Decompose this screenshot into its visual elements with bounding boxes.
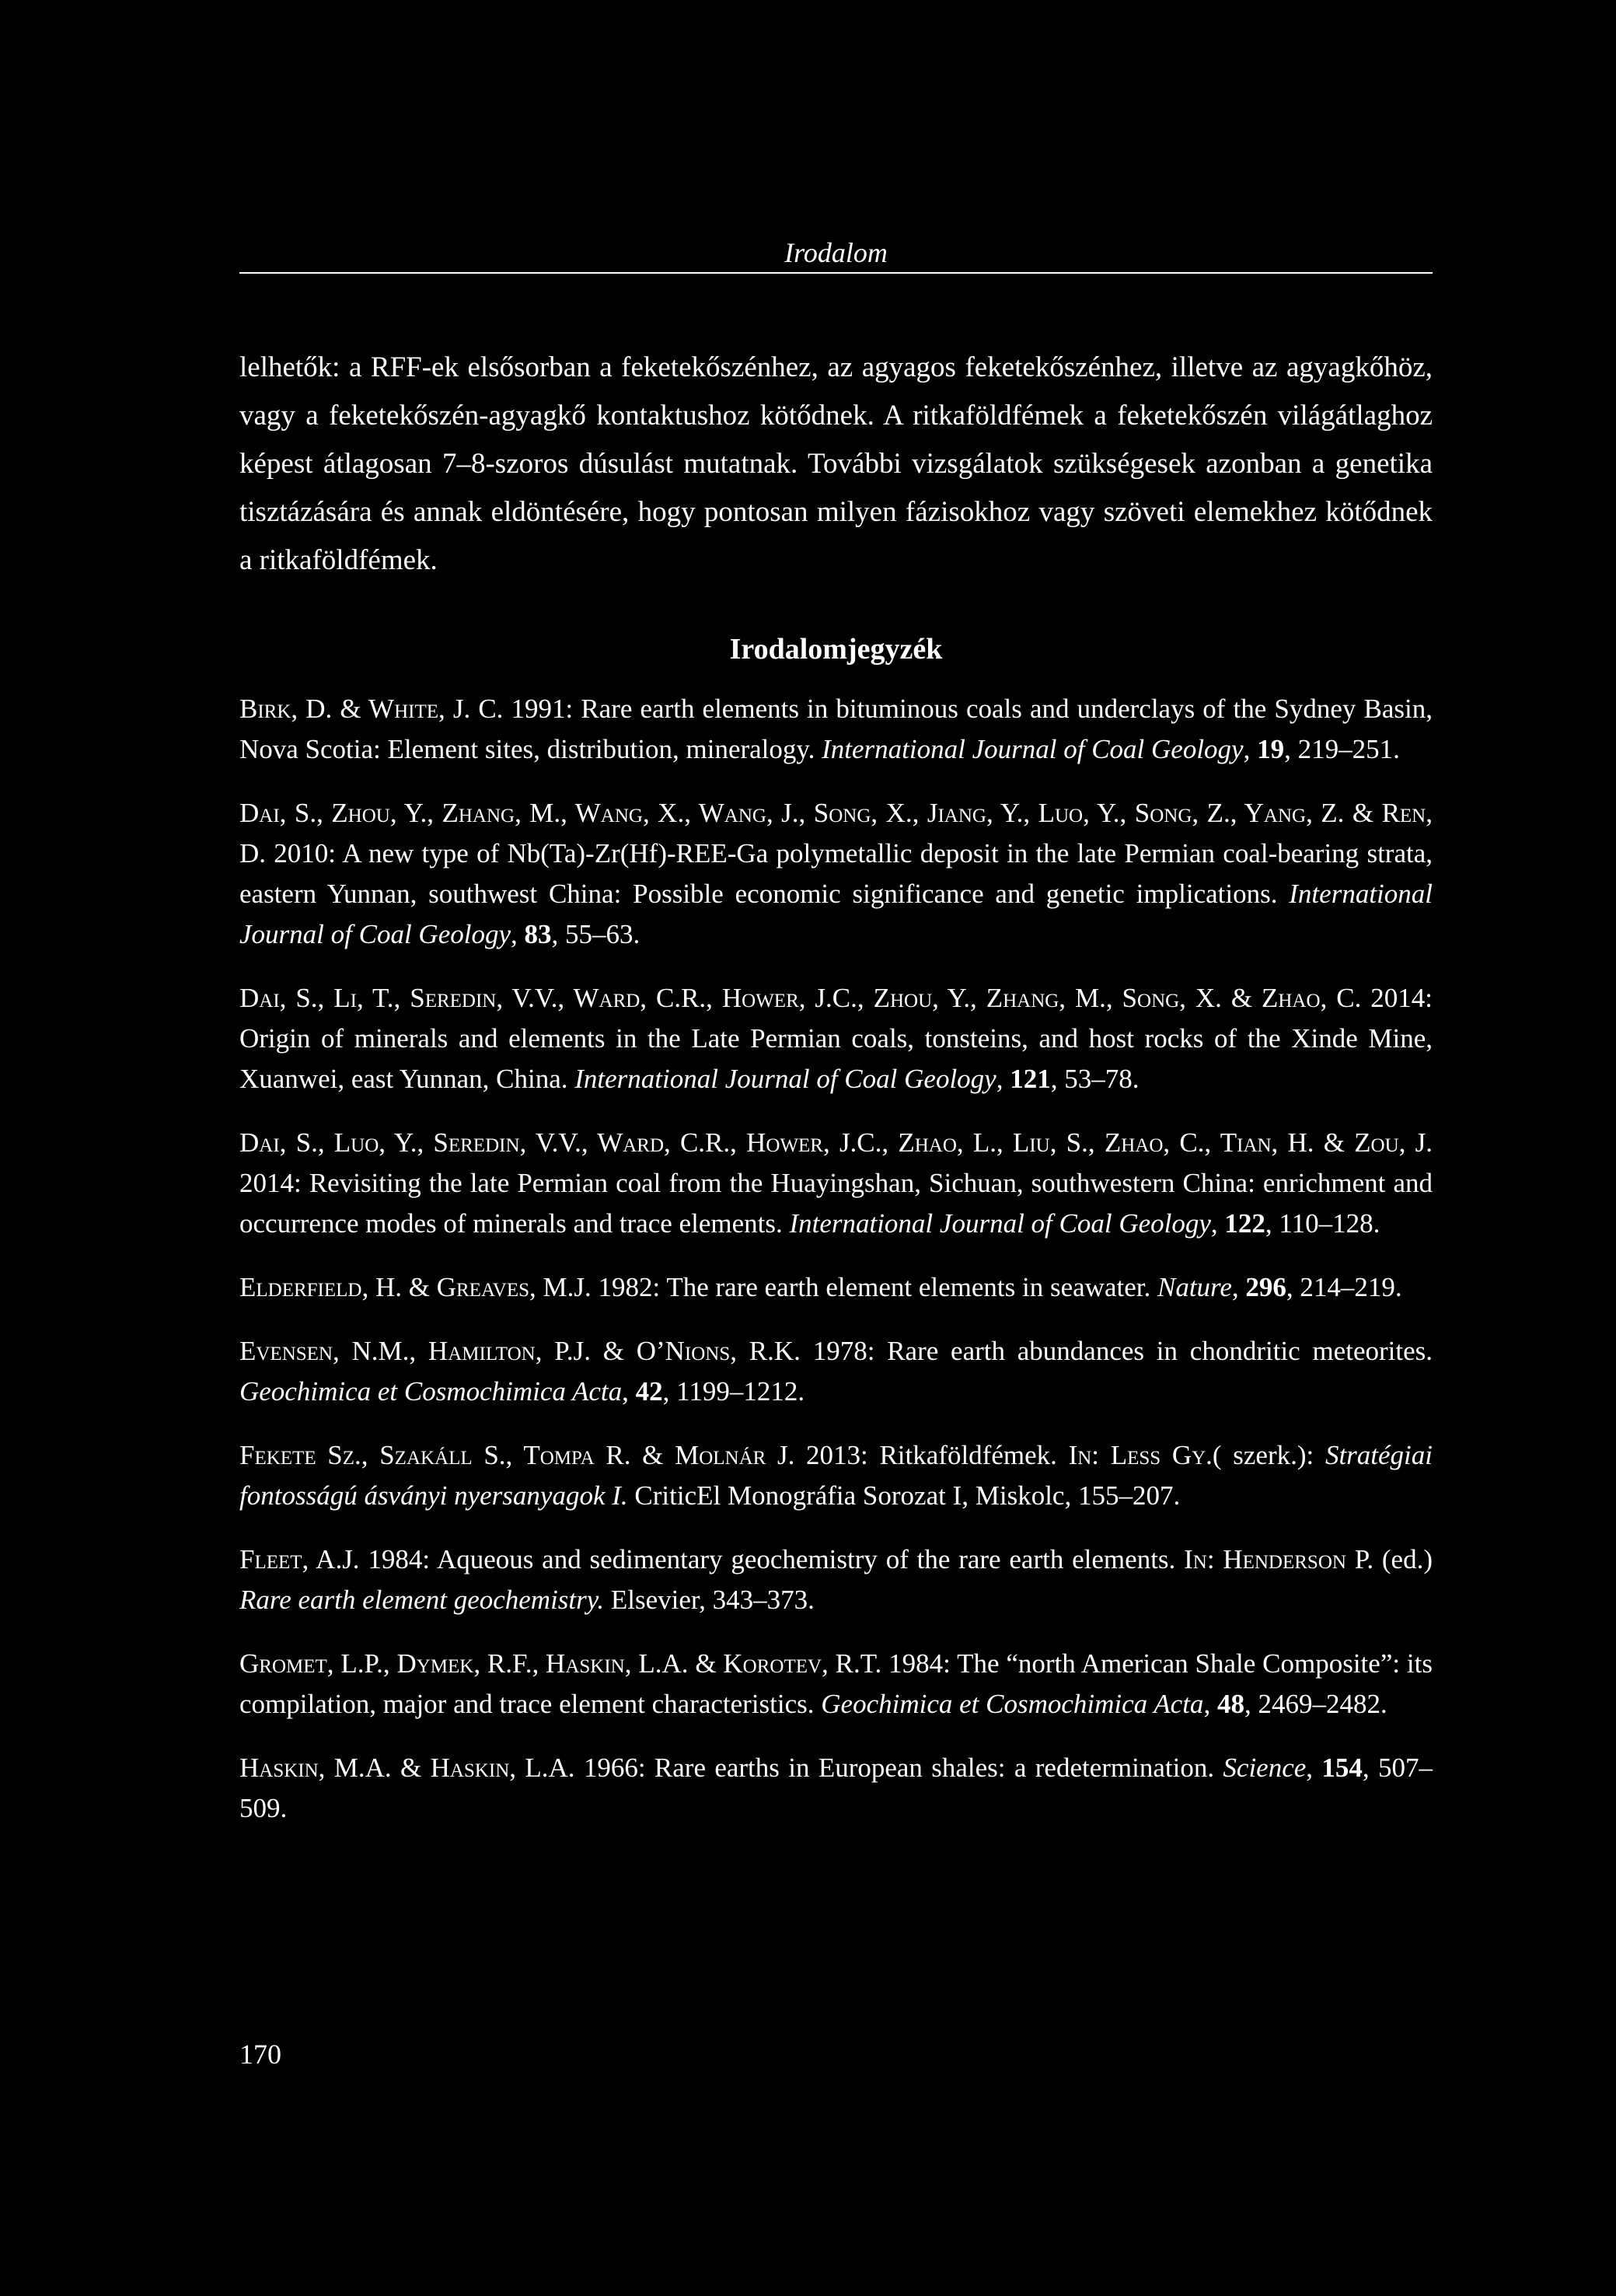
reference-item (239, 689, 1433, 770)
page-number: 170 (239, 2039, 281, 2070)
reference-text: 1966: Rare earths in European shales: a redetermination. (574, 1753, 1223, 1783)
running-head: Irodalom (784, 237, 888, 268)
reference-text: 2014: Revisiting the late Permian coal from the Huayingshan, Sichuan, southwestern China: enrichment and occurrence modes of minerals and trace elements. (239, 1168, 1433, 1239)
reference-text: 2013: Ritkaföldfémek. (794, 1440, 1069, 1470)
reference-journal: Geochimica et Cosmochimica Acta (239, 1376, 623, 1407)
reference-text: 1984: Aqueous and sedimentary geochemistry of the rare earth elements. (359, 1544, 1185, 1574)
reference-text: 2014: Origin of minerals and elements in the Late Permian coals, tonsteins, and host rocks of the Xinde Mine, Xuanwei, east Yunnan, China. (239, 983, 1433, 1094)
reference-journal: International Journal of Coal Geology (822, 734, 1244, 764)
reference-pages: , 214–219. (1286, 1272, 1402, 1302)
reference-authors: Dai, S., Zhou, Y., Zhang, M., Wang, X., Wang, J., Song, X., Jiang, Y., Luo, Y., Song, Z., Yang, Z. & Ren, D. (239, 798, 1433, 868)
reference-journal: Rare earth element geochemistry. (239, 1585, 605, 1615)
reference-in-label: In (1184, 1544, 1207, 1574)
reference-authors: Dai, S., Li, T., Seredin, V.V., Ward, C.R., Hower, J.C., Zhou, Y., Zhang, M., Song, X. & Zhao, C. (239, 983, 1362, 1013)
reference-volume: 83 (524, 919, 552, 949)
reference-item (239, 793, 1433, 955)
reference-volume: 48 (1216, 1689, 1244, 1719)
reference-text: 1984: The “north American Shale Composite”: its compilation, major and trace element characteristics. (239, 1648, 1433, 1719)
reference-item (239, 1267, 1433, 1308)
book-page (239, 0, 1433, 2296)
reference-pages: Elsevier, 343–373. (604, 1585, 815, 1615)
reference-separator: , (1210, 1208, 1225, 1239)
reference-authors: Elderfield, H. & Greaves, M.J. (239, 1272, 592, 1302)
reference-text: 1991: Rare earth elements in bituminous coals and underclays of the Sydney Basin, Nova Scotia: Element sites, distribution, mineralogy. (239, 694, 1433, 764)
reference-authors: Dai, S., Luo, Y., Seredin, V.V., Ward, C.R., Hower, J.C., Zhao, L., Liu, S., Zhao, C., Tian, H. & Zou, J. (239, 1127, 1433, 1158)
reference-item (239, 1123, 1433, 1244)
reference-text-secondary: (ed.) (1373, 1544, 1433, 1574)
reference-volume: 121 (1010, 1064, 1051, 1094)
reference-authors: Evensen, N.M., Hamilton, P.J. & O’Nions, R.K. (239, 1336, 801, 1366)
reference-pages: , 110–128. (1265, 1208, 1380, 1239)
reference-pages: , 53–78. (1050, 1064, 1140, 1094)
reference-separator: , (511, 919, 525, 949)
reference-list (239, 689, 1433, 1852)
reference-authors: Haskin, M.A. & Haskin, L.A. (239, 1753, 575, 1783)
reference-separator: , (1231, 1272, 1246, 1302)
reference-separator: , (622, 1376, 636, 1407)
reference-authors: Fekete Sz., Szakáll S., Tompa R. & Molnár J. (239, 1440, 795, 1470)
reference-item (239, 1748, 1433, 1829)
intro-paragraph: lelhetők: a RFF-ek elsősorban a feketekőszénhez, az agyagos feketekőszénhez, illetve az agyagkőhöz, vagy a feketekőszén-agyagkő kontaktushoz kötődnek. A ritkaföldfémek a feketekőszén világátlaghoz képest átlagosan 7–8-szoros dúsulást mutatnak. További vizsgálatok szükségesek azonban a genetika tisztázására és annak eldöntésére, hogy pontosan milyen fázisokhoz vagy szöveti elemekhez kötődnek a ritkaföldfémek. (239, 351, 1433, 576)
reference-separator: , (1306, 1753, 1322, 1783)
reference-volume: 154 (1321, 1753, 1363, 1783)
reference-pages: , 2469–2482. (1244, 1689, 1387, 1719)
reference-journal: International Journal of Coal Geology (789, 1208, 1211, 1239)
reference-text-secondary: ( szerk.): (1212, 1440, 1325, 1470)
reference-text: 2010: A new type of Nb(Ta)-Zr(Hf)-REE-Ga polymetallic deposit in the late Permian coal-bearing strata, eastern Yunnan, southwest China: Possible economic significance and genetic implications. (239, 838, 1433, 909)
reference-journal: International Journal of Coal Geology (574, 1064, 996, 1094)
reference-item (239, 1331, 1433, 1412)
reference-in-label: In (1068, 1440, 1092, 1470)
reference-volume: 122 (1224, 1208, 1265, 1239)
reference-editors: : Henderson P. (1206, 1544, 1374, 1574)
reference-journal: Nature (1157, 1272, 1232, 1302)
reference-volume: 296 (1245, 1272, 1286, 1302)
reference-pages: , 507–509. (239, 1753, 1433, 1823)
reference-pages: , 219–251. (1284, 734, 1400, 764)
reference-item (239, 1435, 1433, 1516)
reference-volume: 19 (1257, 734, 1285, 764)
reference-text: 1978: Rare earth abundances in chondritic meteorites. (800, 1336, 1433, 1366)
reference-journal: Stratégiai fontosságú ásványi nyersanyagok I. (239, 1440, 1433, 1511)
reference-volume: 42 (635, 1376, 663, 1407)
header-rule (239, 272, 1433, 274)
reference-journal: Science (1223, 1753, 1307, 1783)
reference-separator: , (1203, 1689, 1217, 1719)
reference-journal: International Journal of Coal Geology (239, 879, 1433, 949)
reference-item (239, 1644, 1433, 1725)
reference-journal: Geochimica et Cosmochimica Acta (821, 1689, 1204, 1719)
reference-item (239, 1539, 1433, 1620)
reference-pages: , 55–63. (551, 919, 640, 949)
reference-pages: , 1199–1212. (662, 1376, 805, 1407)
reference-editors: : Less Gy. (1091, 1440, 1213, 1470)
reference-item (239, 978, 1433, 1099)
reference-authors: Gromet, L.P., Dymek, R.F., Haskin, L.A. & Korotev, R.T. (239, 1648, 882, 1679)
reference-authors: Birk, D. & White, J. C. (239, 694, 504, 724)
reference-text: 1982: The rare earth element elements in seawater. (591, 1272, 1157, 1302)
reference-separator: , (996, 1064, 1010, 1094)
section-title: Irodalomjegyzék (729, 633, 943, 666)
reference-separator: , (1243, 734, 1258, 764)
reference-pages: CriticEl Monográfia Sorozat I, Miskolc, 155–207. (627, 1480, 1181, 1511)
reference-authors: Fleet, A.J. (239, 1544, 360, 1574)
